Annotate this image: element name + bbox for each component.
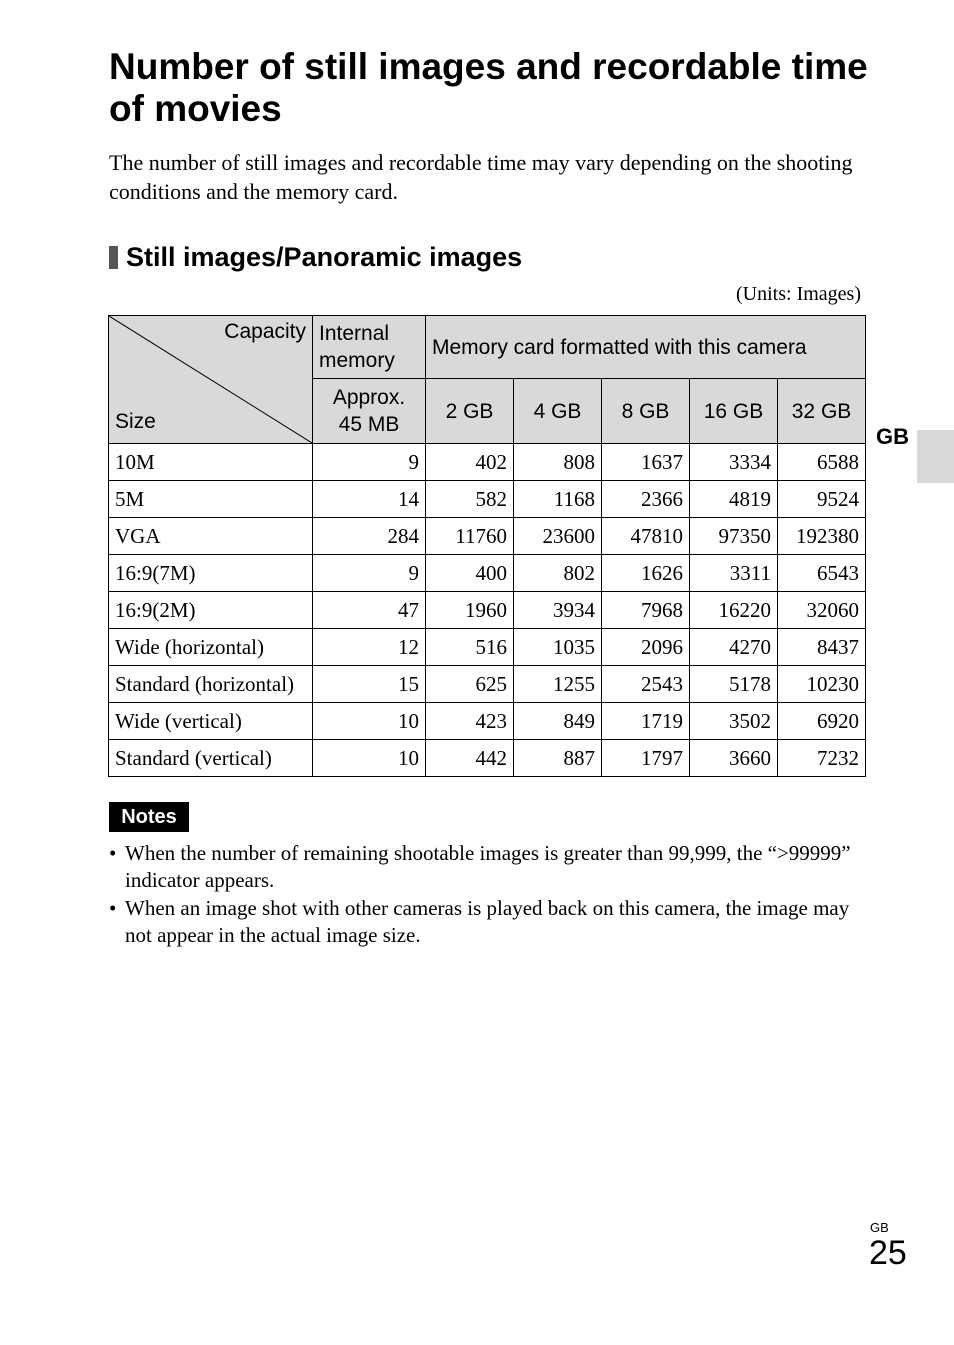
value-cell: 2366	[602, 481, 690, 518]
value-cell: 3311	[690, 555, 778, 592]
value-cell: 402	[426, 444, 514, 481]
value-cell: 2096	[602, 629, 690, 666]
value-cell: 9	[313, 444, 426, 481]
value-cell: 14	[313, 481, 426, 518]
value-cell: 3660	[690, 740, 778, 777]
size-cell: 16:9(7M)	[109, 555, 313, 592]
value-cell: 10	[313, 740, 426, 777]
value-cell: 423	[426, 703, 514, 740]
value-cell: 2543	[602, 666, 690, 703]
value-cell: 7232	[778, 740, 866, 777]
value-cell: 3334	[690, 444, 778, 481]
value-cell: 11760	[426, 518, 514, 555]
value-cell: 10230	[778, 666, 866, 703]
table-row	[109, 703, 866, 740]
size-cell: Wide (vertical)	[109, 703, 313, 740]
approx-header	[313, 379, 426, 444]
table-row	[109, 444, 866, 481]
notes-badge: Notes	[109, 802, 189, 832]
value-cell: 6543	[778, 555, 866, 592]
section-heading-text: Still images/Panoramic images	[126, 242, 523, 272]
value-cell: 849	[514, 703, 602, 740]
size-cell: VGA	[109, 518, 313, 555]
notes-list	[109, 840, 869, 950]
size-cell: 10M	[109, 444, 313, 481]
page-title: Number of still images and recordable time of movies	[109, 46, 868, 129]
value-cell: 192380	[778, 518, 866, 555]
card-size-header: 16 GB	[690, 379, 778, 444]
value-cell: 47	[313, 592, 426, 629]
value-cell: 442	[426, 740, 514, 777]
value-cell: 6588	[778, 444, 866, 481]
size-cell: Standard (horizontal)	[109, 666, 313, 703]
value-cell: 12	[313, 629, 426, 666]
table-row	[109, 518, 866, 555]
value-cell: 15	[313, 666, 426, 703]
table-row	[109, 629, 866, 666]
value-cell: 1168	[514, 481, 602, 518]
value-cell: 97350	[690, 518, 778, 555]
card-size-header: 4 GB	[514, 379, 602, 444]
card-size-header: 2 GB	[426, 379, 514, 444]
value-cell: 5178	[690, 666, 778, 703]
value-cell: 16220	[690, 592, 778, 629]
value-cell: 23600	[514, 518, 602, 555]
value-cell: 32060	[778, 592, 866, 629]
corner-header-cell	[109, 316, 313, 444]
page-language-label: GB	[870, 1220, 889, 1235]
value-cell: 802	[514, 555, 602, 592]
value-cell: 625	[426, 666, 514, 703]
value-cell: 1626	[602, 555, 690, 592]
table-row	[109, 555, 866, 592]
value-cell: 4270	[690, 629, 778, 666]
value-cell: 284	[313, 518, 426, 555]
value-cell: 1960	[426, 592, 514, 629]
value-cell: 516	[426, 629, 514, 666]
value-cell: 1637	[602, 444, 690, 481]
section-heading	[109, 240, 522, 274]
table-row	[109, 592, 866, 629]
capacity-label: Capacity	[224, 320, 306, 343]
approx-line2: 45 MB	[338, 413, 400, 436]
page-number: 25	[869, 1234, 907, 1272]
table-row	[109, 740, 866, 777]
size-cell: 5M	[109, 481, 313, 518]
value-cell: 887	[514, 740, 602, 777]
note-item: • When an image shot with other cameras is played back on this camera, the image may not appear in the actual image size.	[109, 895, 869, 949]
value-cell: 47810	[602, 518, 690, 555]
value-cell: 9524	[778, 481, 866, 518]
table-row	[109, 481, 866, 518]
internal-memory-header	[313, 316, 426, 379]
value-cell: 400	[426, 555, 514, 592]
value-cell: 3934	[514, 592, 602, 629]
value-cell: 4819	[690, 481, 778, 518]
size-cell: 16:9(2M)	[109, 592, 313, 629]
value-cell: 1719	[602, 703, 690, 740]
table-body	[109, 444, 866, 777]
intro-paragraph: The number of still images and recordable time may vary depending on the shooting conditions and the memory card.	[109, 150, 853, 204]
value-cell: 6920	[778, 703, 866, 740]
side-language-label: GB	[876, 424, 909, 449]
table-row	[109, 666, 866, 703]
value-cell: 808	[514, 444, 602, 481]
size-cell: Wide (horizontal)	[109, 629, 313, 666]
internal-memory-line1: Internal	[319, 322, 390, 345]
value-cell: 582	[426, 481, 514, 518]
size-cell: Standard (vertical)	[109, 740, 313, 777]
value-cell: 1035	[514, 629, 602, 666]
value-cell: 1797	[602, 740, 690, 777]
capacity-table	[108, 315, 866, 777]
card-size-header: 32 GB	[778, 379, 866, 444]
value-cell: 8437	[778, 629, 866, 666]
value-cell: 3502	[690, 703, 778, 740]
value-cell: 9	[313, 555, 426, 592]
note-item: • When the number of remaining shootable images is greater than 99,999, the “>99999” indicator appears.	[109, 840, 869, 894]
side-tab	[917, 430, 954, 483]
internal-memory-line2: memory	[319, 349, 395, 372]
value-cell: 10	[313, 703, 426, 740]
section-marker-icon	[109, 246, 118, 269]
memory-card-header: Memory card formatted with this camera	[426, 316, 866, 379]
approx-line1: Approx.	[332, 386, 406, 409]
size-label: Size	[115, 410, 156, 433]
value-cell: 1255	[514, 666, 602, 703]
value-cell: 7968	[602, 592, 690, 629]
units-note: (Units: Images)	[736, 283, 861, 305]
card-size-header: 8 GB	[602, 379, 690, 444]
